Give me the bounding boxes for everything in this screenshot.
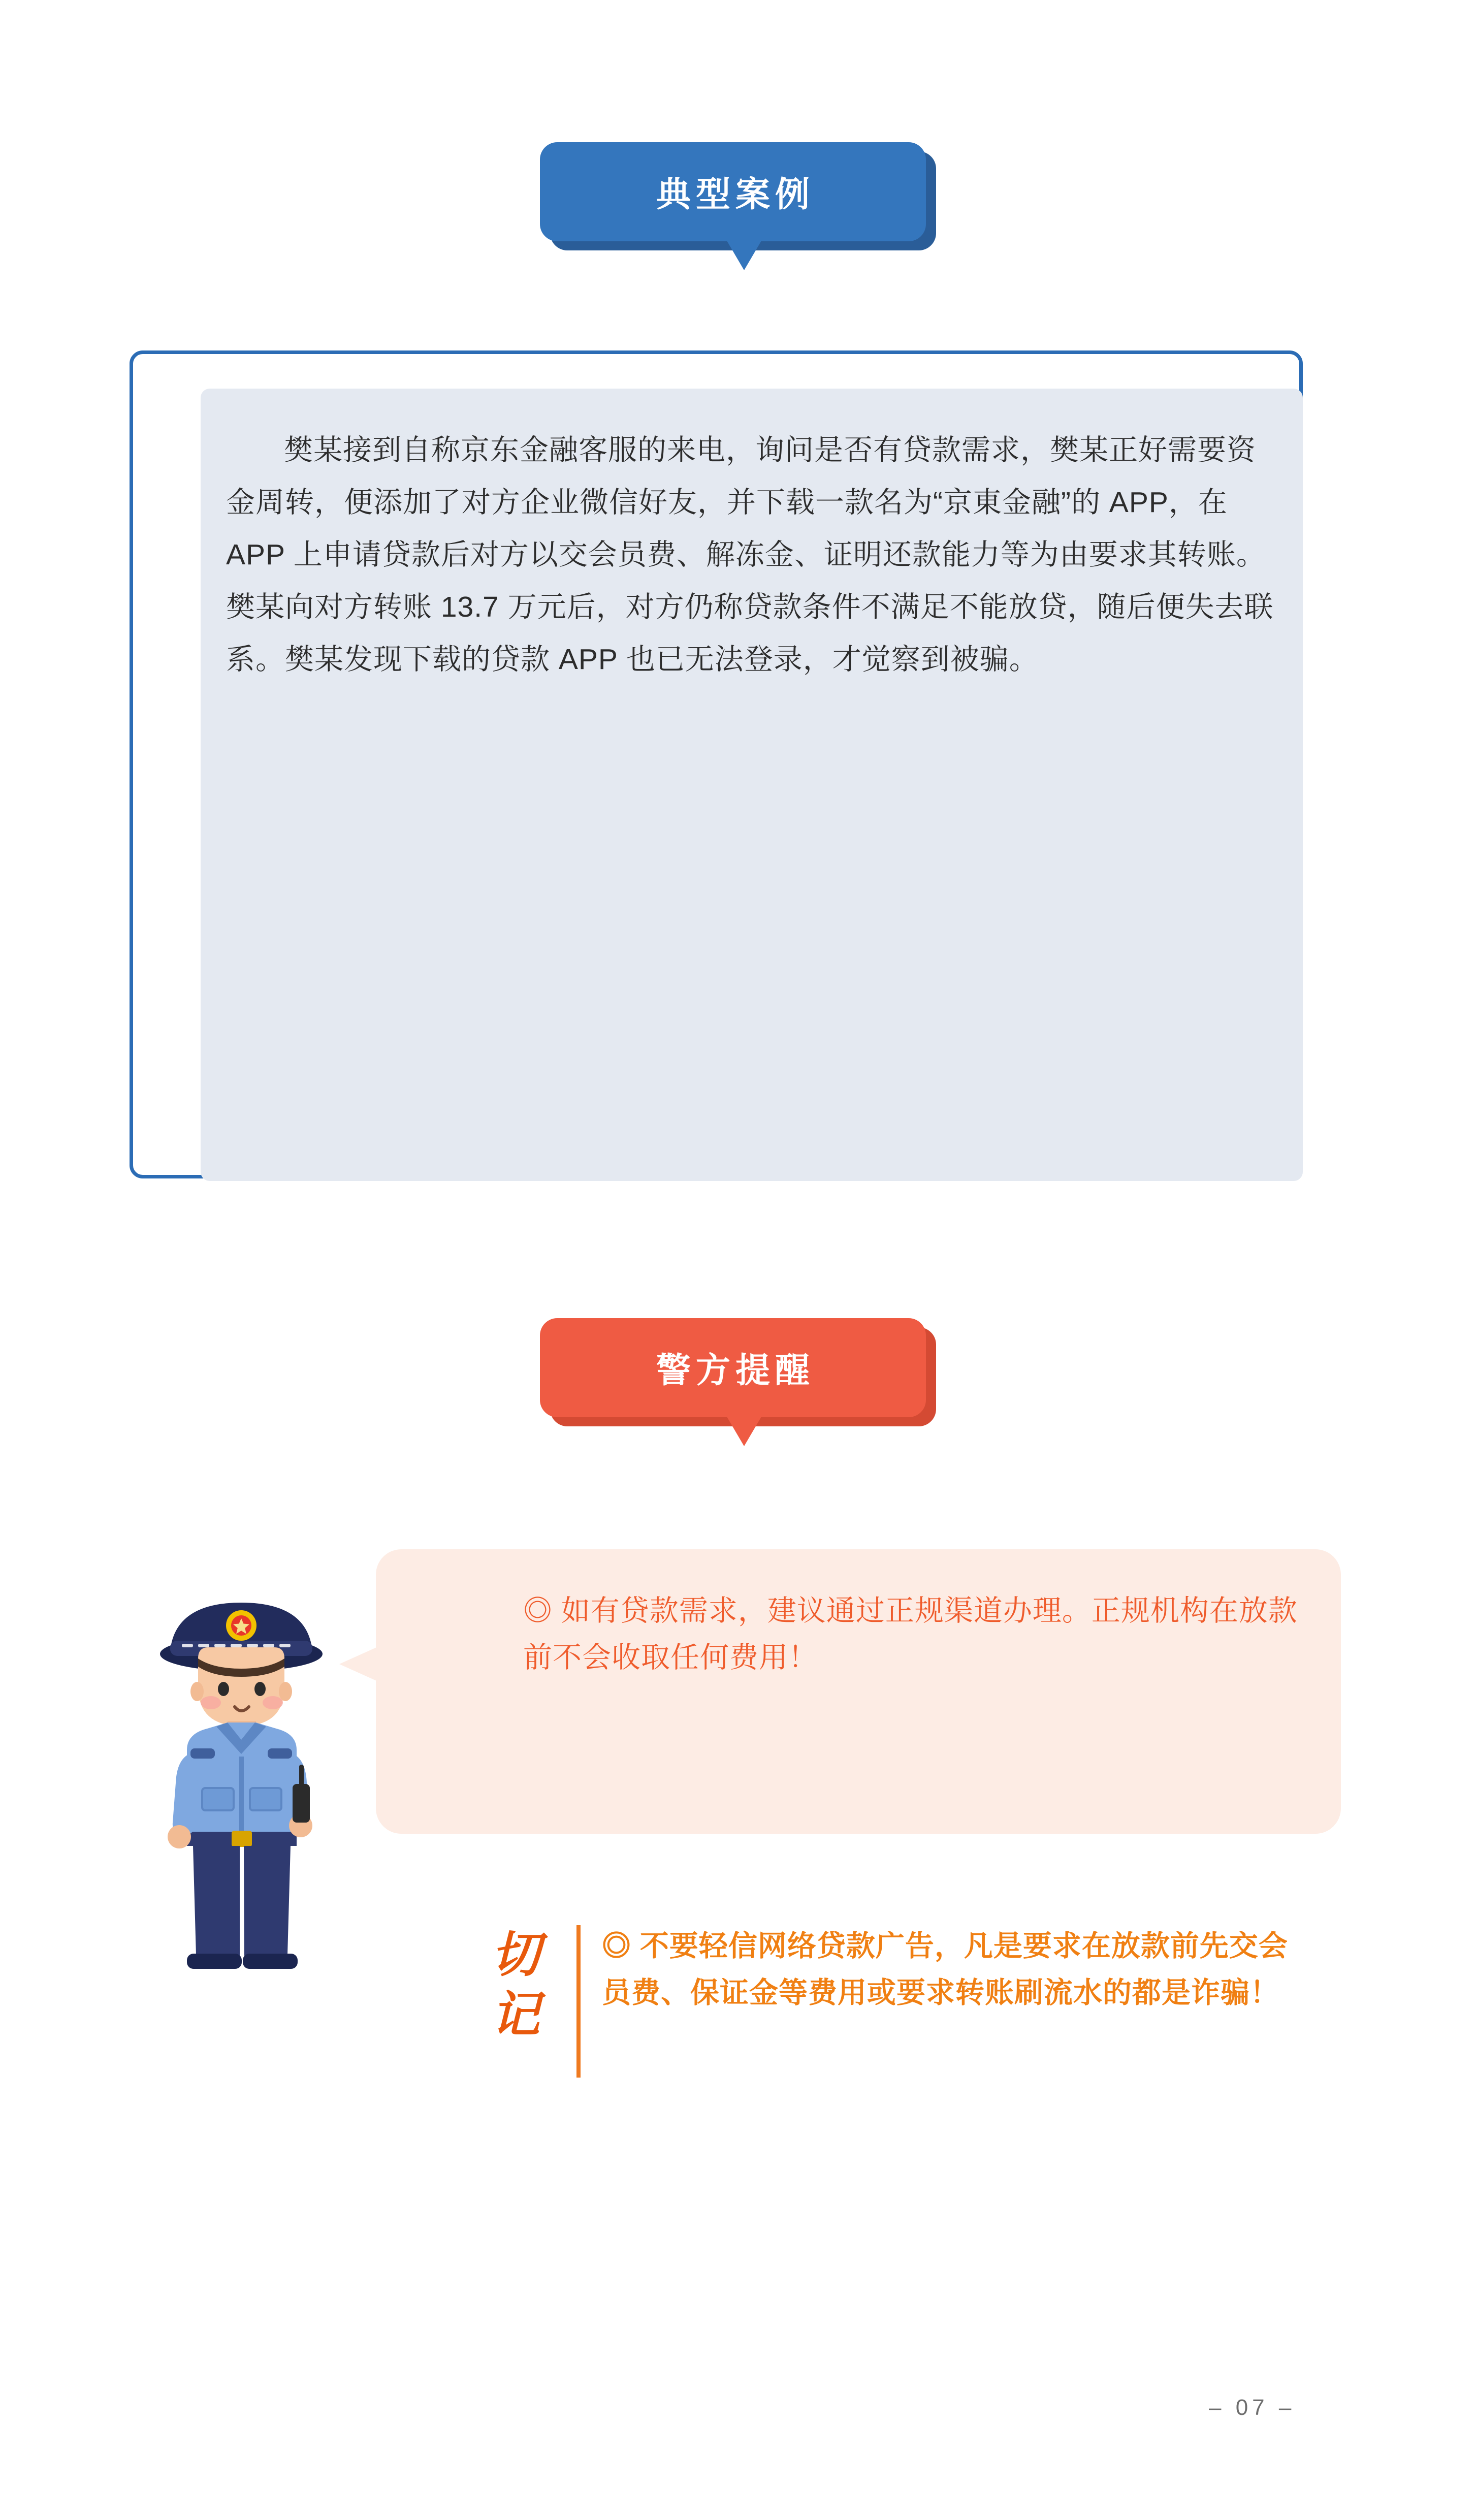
typical-case-banner — [0, 142, 1476, 251]
banner-body-2 — [540, 1318, 926, 1417]
remember-stamp: 切记 — [491, 1928, 540, 2042]
remember-divider — [576, 1925, 581, 2078]
remember-text: ◎ 不要轻信网络贷款广告，凡是要求在放款前先交会员费、保证金等费用或要求转账刷流水的都是诈骗！ — [602, 1930, 1288, 2009]
police-reminder-banner — [0, 1318, 1476, 1427]
police-reminder-banner-label: 警方提醒 — [656, 1351, 815, 1390]
police-tip-text: ◎ 如有贷款需求，建议通过正规渠道办理。正规机构在放款前不会收取任何费用！ — [523, 1594, 1298, 1674]
banner-body — [540, 142, 926, 241]
typical-case-banner-label: 典型案例 — [656, 175, 815, 214]
case-body-text: 樊某接到自称京东金融客服的来电，询问是否有贷款需求，樊某正好需要资金周转，便添加了对方企业微信好友，并下载一款名为“京東金融”的 APP，在 APP 上申请贷款后对方以交会员费、解冻金、证明还款能力等为由要求其转账。樊某向对方转账 13.7 万元后，对方仍称贷款条件不满足不能放贷，随后便失去联系。樊某发现下载的贷款 APP 也已无法登录，才觉察到被骗。 — [226, 434, 1274, 676]
policeman-illustration — [122, 1554, 361, 1971]
case-box — [130, 350, 1349, 1199]
page-number: – 07 – — [1209, 2395, 1296, 2420]
banner-tail-icon — [727, 241, 761, 270]
bubble-tail-icon — [339, 1646, 380, 1682]
banner-tail-icon-2 — [727, 1417, 761, 1446]
